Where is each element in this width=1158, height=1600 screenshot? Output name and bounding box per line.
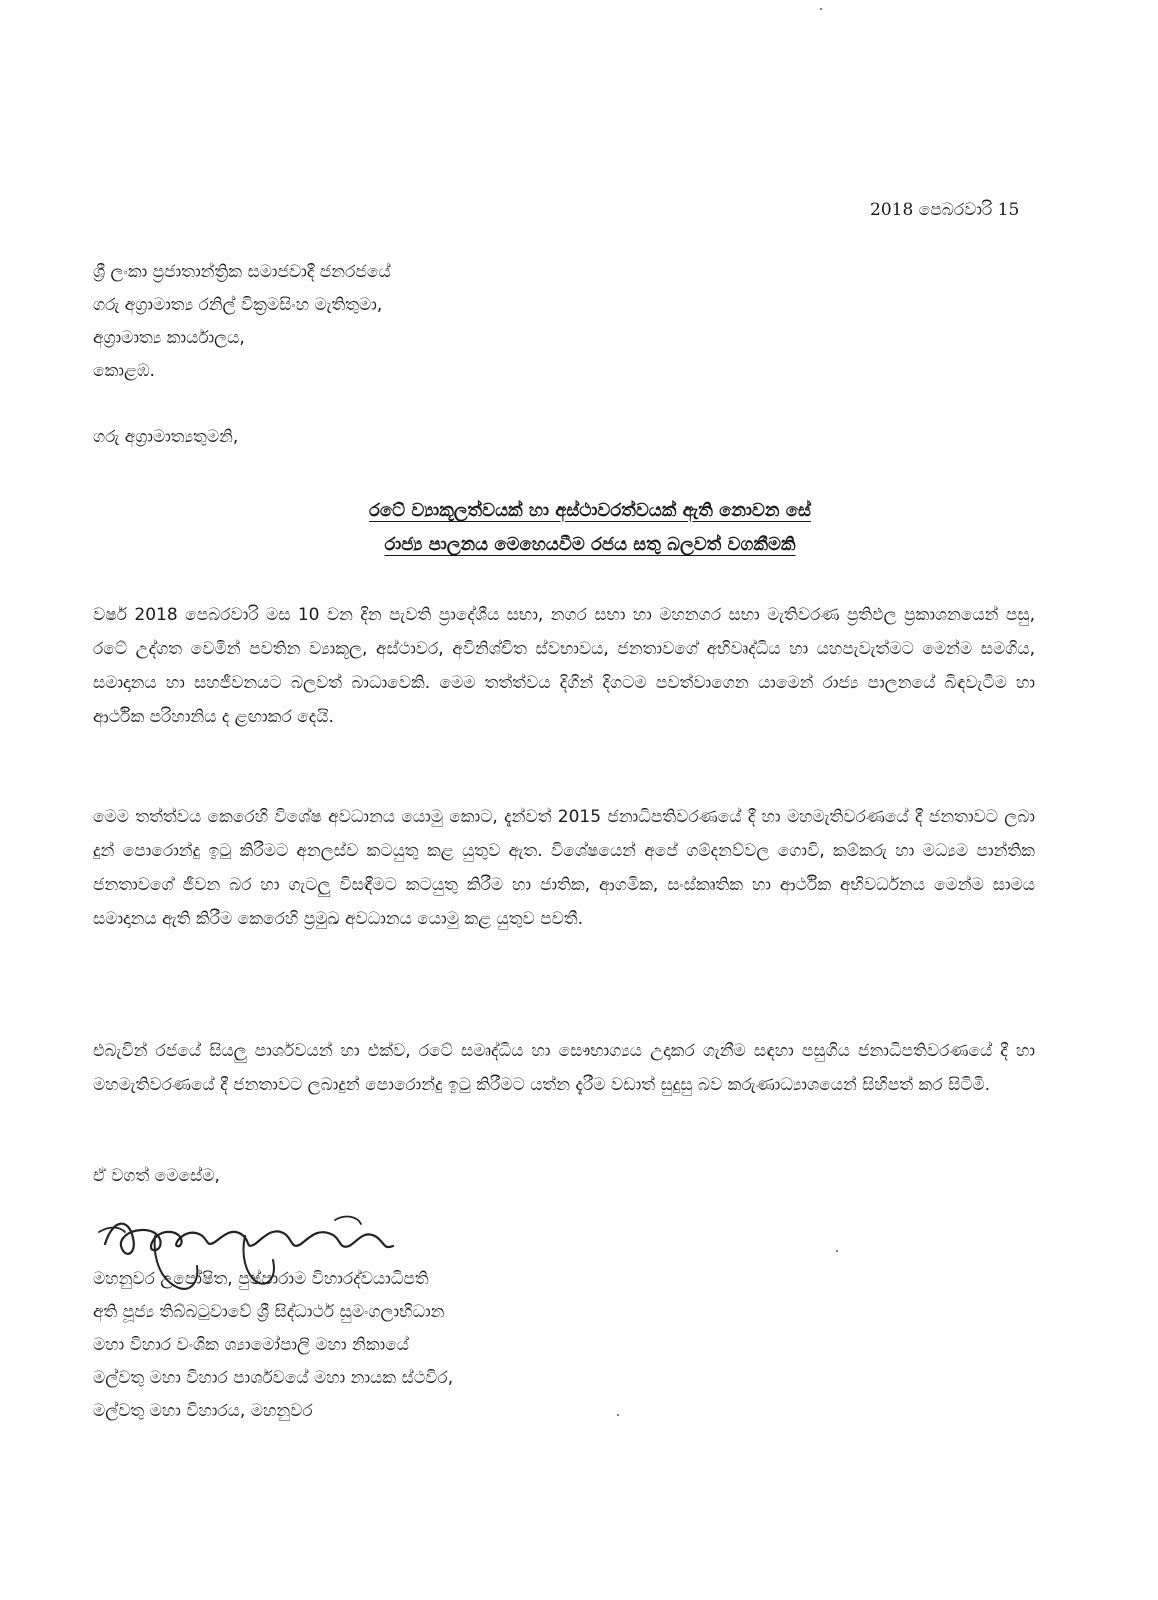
body-paragraph-3: එබැවින් රජයේ සියලු පාර්ශවයන් හා එක්ව, රටේ සමෘද්ධිය හා සෞභාග්‍යය උදාකර ගැනීම සඳහා පසුගිය ජනාධිපතිවරණයේ දී හා මහමැතිවරණයේ දී ජනතාවට ලබාදුන් පොරොන්දු ඉටු කිරීමට යත්න දැරීම වඩාත් සුදුසු බව කරුණාධ්‍යාශයෙන් සිහිපත් කර සිටිමි. [93,1041,1035,1095]
subject-line-2: රාජ්‍ය පාලනය මෙහෙයවීම රජය සතු බලවත් වගකීමකි [384,534,796,555]
signatory-line-3: මහා විහාර වංශික ශ්‍යාමෝපාලි මහා නිකායේ [93,1335,410,1355]
signatory-line-1: මහනුවර උපෝෂිත, පුෂ්පාරාම විහාරද්වයාධිපති [93,1269,429,1289]
signatory-line-2: අති පූජ්‍ය තිබ්බටුවාවේ ශ්‍රී සිද්ධාර්ථ සුමංගලාභිධාන [93,1302,445,1322]
body-paragraph-2: මෙම තත්ත්වය කෙරෙහි විශේෂ අවධානය යොමු කොට, දැන්වත් 2015 ජනාධිපතිවරණයේ දී හා මහමැතිවරණයේ දී ජනතාවට ලබා දුන් පොරොන්දු ඉටු කිරීමට අනලස්ව කටයුතු කළ යුතුව ඇත. විශේෂයෙන් අපේ ගම්දනව්වල ගොවි, කම්කරු හා මධ්‍යම පාන්තික ජනතාවගේ ජීවන බර හා ගැටලු විසඳීමට කටයුතු කිරීම හා ජාතික, ආගමික, සංස්කෘතික හා ආර්ථික අභිවර්ධනය මෙන්ම සාමය සමාදානය ඇති කිරීම කෙරෙහි ප්‍රමුඛ අවධානය යොමු කළ යුතුව පවතී. [93,807,1036,929]
letter-date: 2018 පෙබරවාරි 15 [870,200,1020,220]
scan-speck [820,8,822,10]
subject-line-1: රටේ ව්‍යාකූලත්වයක් හා අස්ථාවරත්වයක් ඇති නොවන සේ [369,500,811,521]
body-paragraph-1: වර්ෂ 2018 පෙබරවාරි මස 10 වන දින පැවති ප්‍රාදේශීය සභා, නගර සභා හා මහනගර සභා මැතිවරණ ප්‍රතිඵල ප්‍රකාශනයෙන් පසු, රටේ උද්ගත වෙමින් පවතින ව්‍යාකූල, අස්ථාවර, අවිනිශ්චිත ස්වභාවය, ජනතාවගේ අභිවෘද්ධිය හා යහපැවැත්මට මෙන්ම සමගිය, සමාදානය හා සහජීවනයට බලවත් බාධාවෙකි. මෙම තත්ත්වය දිගින් දිගටම පවත්වාගෙන යාමෙන් රාජ්‍ය පාලනයේ බිඳවැටීම හා ආර්ථික පරිහානිය ද ළඟාකර දෙයි. [93,605,1035,727]
salutation: ගරු අග්‍රාමාත්‍යතුමනි, [93,427,239,447]
recipient-line-name: ගරු අග්‍රාමාත්‍ය රනිල් වික්‍රමසිංහ මැතිතුමා, [93,295,383,315]
scan-speck [617,1414,619,1416]
scan-speck [836,1250,838,1252]
recipient-line-city: කොළඹ. [93,361,155,381]
signatory-line-4: මල්වතු මහා විහාර පාර්ශවයේ මහා නායක ස්ථවිර, [93,1368,454,1388]
recipient-line-office: අග්‍රාමාත්‍ය කාර්යාලය, [93,328,245,348]
closing-phrase: ඒ වගත් මෙසේම, [93,1166,220,1186]
recipient-line-country: ශ්‍රී ලංකා ප්‍රජාතාන්ත්‍රික සමාජවාදී ජනරජයේ [93,262,391,282]
signatory-line-5: මල්වතු මහා විහාරය, මහනුවර [93,1401,313,1421]
